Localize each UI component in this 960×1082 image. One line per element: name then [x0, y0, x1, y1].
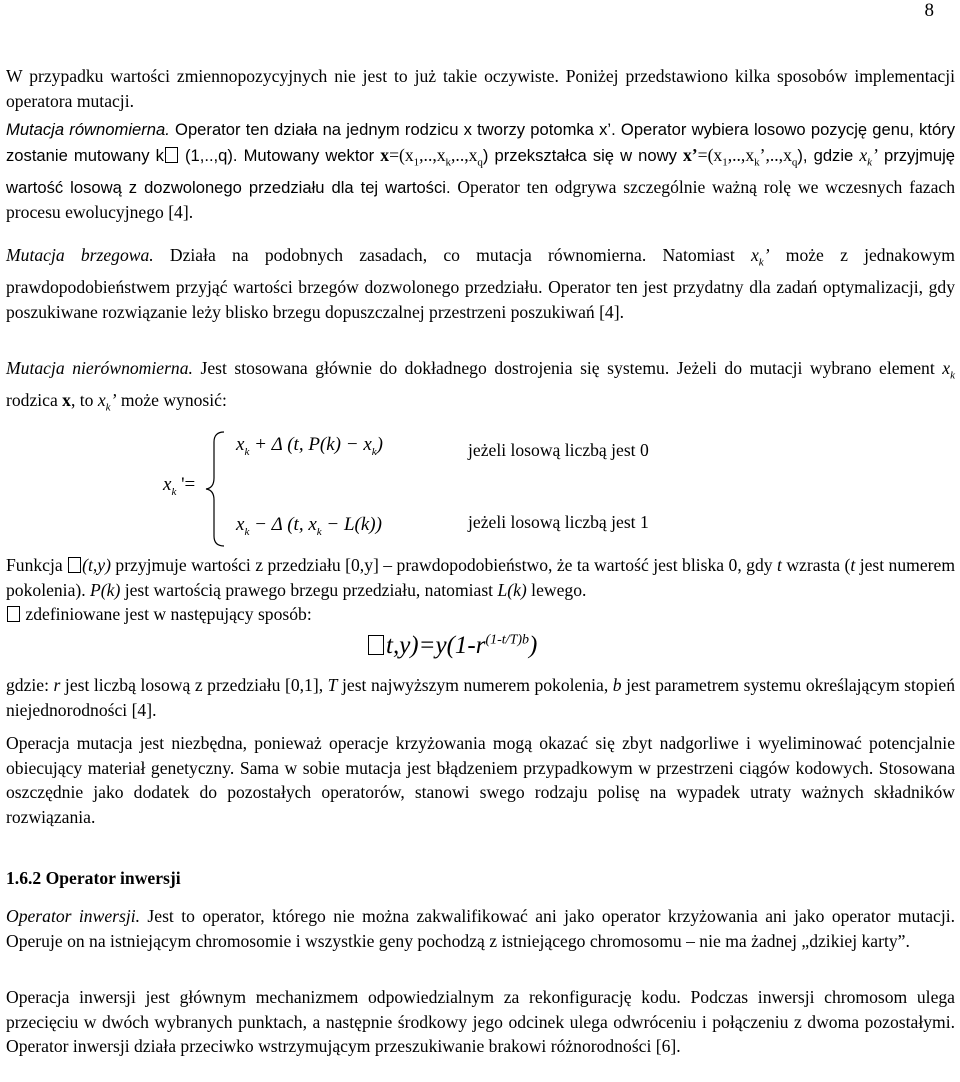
paragraph-uniform-mutation: Mutacja równomierna. Operator ten działa na jednym rodzicu x tworzy potomka x’. Operator wybiera losowo pozycję genu, który zostanie mutowany k (1,..,q). Mutowany wektor $x=(x_1,..,x_k,..,x_q)$ przekształca się w nowy $x’=(x_1,..,x_k’,..,x_q)$, gdzie $x_k$’ przyjmuję wartość losową z dozwolonego przedziału dla tej wartości. Operator ten odgrywa szczególnie ważną rolę we wczesnych fazach procesu ewolucyjnego [4]. [6, 120, 955, 223]
paragraph-mutation-necessity: Operacja mutacja jest niezbędna, ponieważ operacje krzyżowania mogą okazać się zbyt nadgorliwe i wyeliminować potencjalnie obiecujący materiał genetyczny. Sama w sobie mutacja jest błądzeniem przypadkowym w przestrzeni ciągów kodowych. Stosowana oszczędnie jako dodatek do pozostałych operatorów, stanowi swego rodzaju polisę na wypadek utraty ważnych składników rozwiązania. [6, 733, 955, 827]
formula-lhs: $x_k$ '= [163, 474, 196, 498]
formula-condition-2: jeżeli losową liczbą jest 1 [468, 512, 649, 532]
uniform-mutation-label: Mutacja równomierna. [6, 120, 170, 139]
paragraph-inversion-operator: Operator inwersji. Jest to operator, którego nie można zakwalifikować ani jako operator krzyżowania ani jako operator mutacji. Operuje on na istniejącym chromosomie i wszystkie geny pochodzą z istniejącego chromosomu – nie ma żadnej „dzikiej karty”. [6, 906, 956, 951]
paragraph-where: gdzie: r jest liczbą losową z przedziału [0,1], T jest najwyższym numerem pokolenia, b jest parametrem systemu określającym stopień niejednorodności [4]. [6, 675, 956, 720]
element-of-symbol [165, 147, 178, 163]
left-brace-icon [202, 430, 228, 548]
section-heading: 1.6.2 Operator inwersji [6, 868, 181, 888]
paragraph-boundary-mutation: Mutacja brzegowa. Działa na podobnych zasadach, co mutacja równomierna. Natomiast $x_k$’ może z jednakowym prawdopodobieństwem przyjąć wartości brzegów dozwolonego przedziału. Operator ten jest przydatny dla zadań optymalizacji, gdy poszukiwane rozwiązanie leży blisko brzegu dopuszczalnej przestrzeni poszukiwań [4]. [6, 245, 955, 322]
paragraph-nonuniform-mutation: Mutacja nierównomierna. Jest stosowana głównie do dokładnego dostrojenia się systemu. Jeżeli do mutacji wybrano element $x_k$ rodzica x, to $x_k$’ może wynosić: [6, 358, 955, 414]
formula-row-1: $x_k + \Delta$ (t, $P(k) - x_k$) [236, 434, 383, 458]
formula-row-2: $x_k - \Delta$ (t, $x_k - L(k)$) [236, 514, 382, 538]
delta-definition-formula: $t,y)=y(1-r^{(1-t/T)b})$ [368, 632, 537, 660]
page-number: 8 [924, 0, 934, 21]
delta-symbol [68, 557, 81, 573]
boundary-mutation-label: Mutacja brzegowa. [6, 245, 154, 265]
delta-symbol [368, 635, 384, 655]
paragraph-intro: W przypadku wartości zmiennopozycyjnych nie jest to już takie oczywiste. Poniżej przedstawiono kilka sposobów implementacji operatora mutacji. [6, 66, 955, 111]
delta-symbol [7, 606, 20, 622]
nonuniform-mutation-label: Mutacja nierównomierna. [6, 358, 193, 378]
inversion-operator-label: Operator inwersji. [6, 906, 141, 926]
paragraph-inversion-mechanism: Operacja inwersji jest głównym mechanizmem odpowiedzialnym za rekonfigurację kodu. Podczas inwersji chromosom ulega przecięciu w dwóch wybranych punktach, a następnie środkowy jego odcinek ulega odwróceniu i połączeniu z dwoma pozostałymi. Operator inwersji działa przeciwko wstrzymującym przeszukiwanie brakowi różnorodności [6]. [6, 987, 955, 1057]
formula-condition-1: jeżeli losową liczbą jest 0 [468, 440, 649, 460]
paragraph-delta-function: Funkcja (t,y) przyjmuje wartości z przedziału [0,y] – prawdopodobieństwo, że ta wartość jest bliska 0, gdy t wzrasta (t jest numerem pokolenia). P(k) jest wartością prawego brzegu przedziału, natomiast L(k) lewego. zdefiniowane jest w następujący sposób: [6, 555, 955, 625]
